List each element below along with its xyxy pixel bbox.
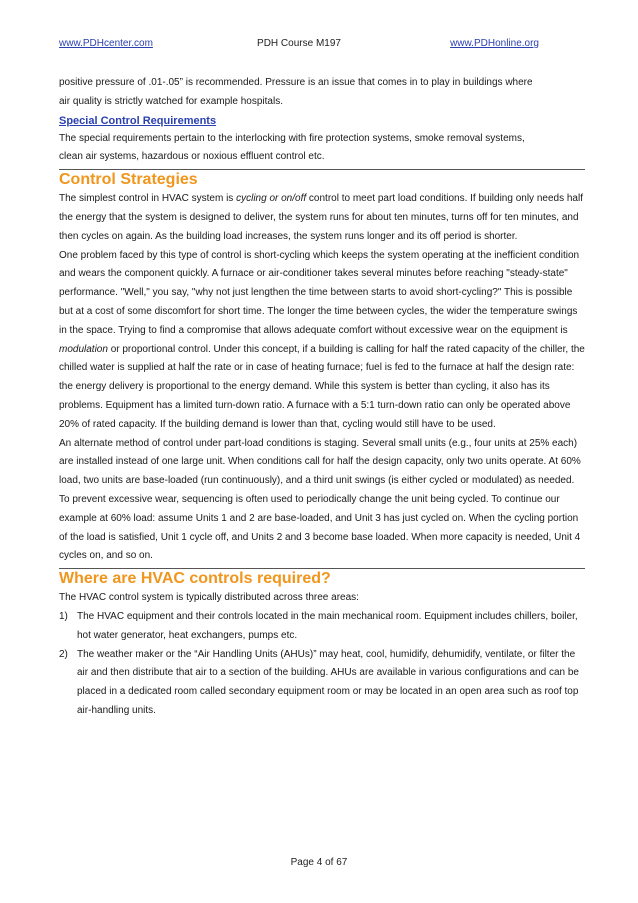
intro-paragraph: positive pressure of .01-.05” is recommended. Pressure is an issue that comes in to play in buildings where air quality is strictly watched for example hospitals.: [59, 77, 533, 107]
text-run: or proportional control. Under this concept, if a building is calling for half the rated capacity of the chiller, the chilled water is supplied at half the rate or in case of heating furnace; fuel is fed to the furnace at half the design rate: the energy delivery is proportional to the energy demand. While this system is better than cycling, it also has its problems. Equipment has a limited turn-down ratio. A furnace with a 5:1 turn-down ratio can only be operated above 20% of rated capacity. If the building demand is lower than that, cycling would still have to be used.: [59, 343, 585, 430]
list-item-text: The weather maker or the “Air Handling Units (AHUs)” may heat, cool, humidify, dehumidify, ventilate, or filter the air and then distribute that air to a section of the building. AHUs are available in various configurations and can be placed in a dedicated room called secondary equipment room or may be located in an open area such as roof top air-handling units.: [77, 648, 579, 716]
list-item-text: The HVAC equipment and their controls located in the main mechanical room. Equipment includes chillers, boiler, hot water generator, heat exchangers, pumps etc.: [77, 610, 578, 641]
hvac-areas-list: [59, 608, 585, 721]
control-strategies-paragraph-1: [59, 190, 585, 246]
text-run: control to meet part load conditions. If building only needs half the energy that the system is designed to deliver, the system runs for about ten minutes, turns off for ten minutes, and then cycles on again. As the building load increases, the system runs longer and its off period is shorter.: [59, 193, 583, 242]
list-item-number: 1): [59, 610, 68, 622]
page-number: Page 4 of 67: [290, 857, 348, 868]
control-strategies-section: [59, 169, 585, 566]
page-content: [59, 74, 585, 721]
list-item: [59, 608, 585, 646]
list-item-number: 2): [59, 648, 68, 660]
pdhonline-link[interactable]: www.PDHonline.org: [450, 38, 539, 49]
special-control-heading: Special Control Requirements: [59, 114, 217, 127]
special-control-paragraph: The special requirements pertain to the interlocking with fire protection systems, smoke removal systems, clean air systems, hazardous or noxious effluent control etc.: [59, 132, 525, 163]
control-strategies-title: Control Strategies: [59, 171, 198, 189]
control-strategies-paragraph-3: An alternate method of control under part-load conditions is staging. Several small units (e.g., four units at 25% each) are installed instead of one large unit. When conditions call for half the design capacity, only two units operate. At 60% load, two units are base-loaded (run continuously), and a third unit swings (is either cycled or modulated) as needed. To prevent excessive wear, sequencing is often used to periodically change the unit being cycled. To continue our example at 60% load: assume Units 1 and 2 are base-loaded, and Unit 3 has just cycled on. When the cycling portion of the load is satisfied, Unit 1 cycle off, and Units 2 and 3 become base loaded. When more capacity is needed, Unit 4 cycles on, and so on.: [59, 437, 581, 562]
list-item: [59, 646, 585, 721]
hvac-controls-title: Where are HVAC controls required?: [59, 570, 331, 588]
hvac-controls-intro: The HVAC control system is typically distributed across three areas:: [59, 592, 359, 604]
pdhcenter-link[interactable]: www.PDHcenter.com: [59, 38, 153, 49]
hvac-controls-section: [59, 568, 585, 721]
page-header: [59, 38, 539, 52]
text-run: One problem faced by this type of control is short-cycling which keeps the system operating at the inefficient condition and wears the component quickly. A furnace or air-conditioner takes several minutes before reaching "steady-state" performance. "Well," you say, "why not just lengthen the time between starts to avoid short-cycling?" This is possible but at a cost of some discomfort for short time. The longer the time between cycles, the wider the temperature swings in the space. Trying to find a compromise that allows adequate comfort without excessive wear on the equipment is: [59, 249, 580, 336]
text-run: The simplest control in HVAC system is: [59, 193, 237, 205]
course-title: PDH Course M197: [257, 38, 341, 49]
emphasis-text: cycling or on/off: [236, 193, 307, 205]
control-strategies-paragraph-2: [59, 247, 585, 435]
emphasis-text: modulation: [59, 343, 108, 355]
